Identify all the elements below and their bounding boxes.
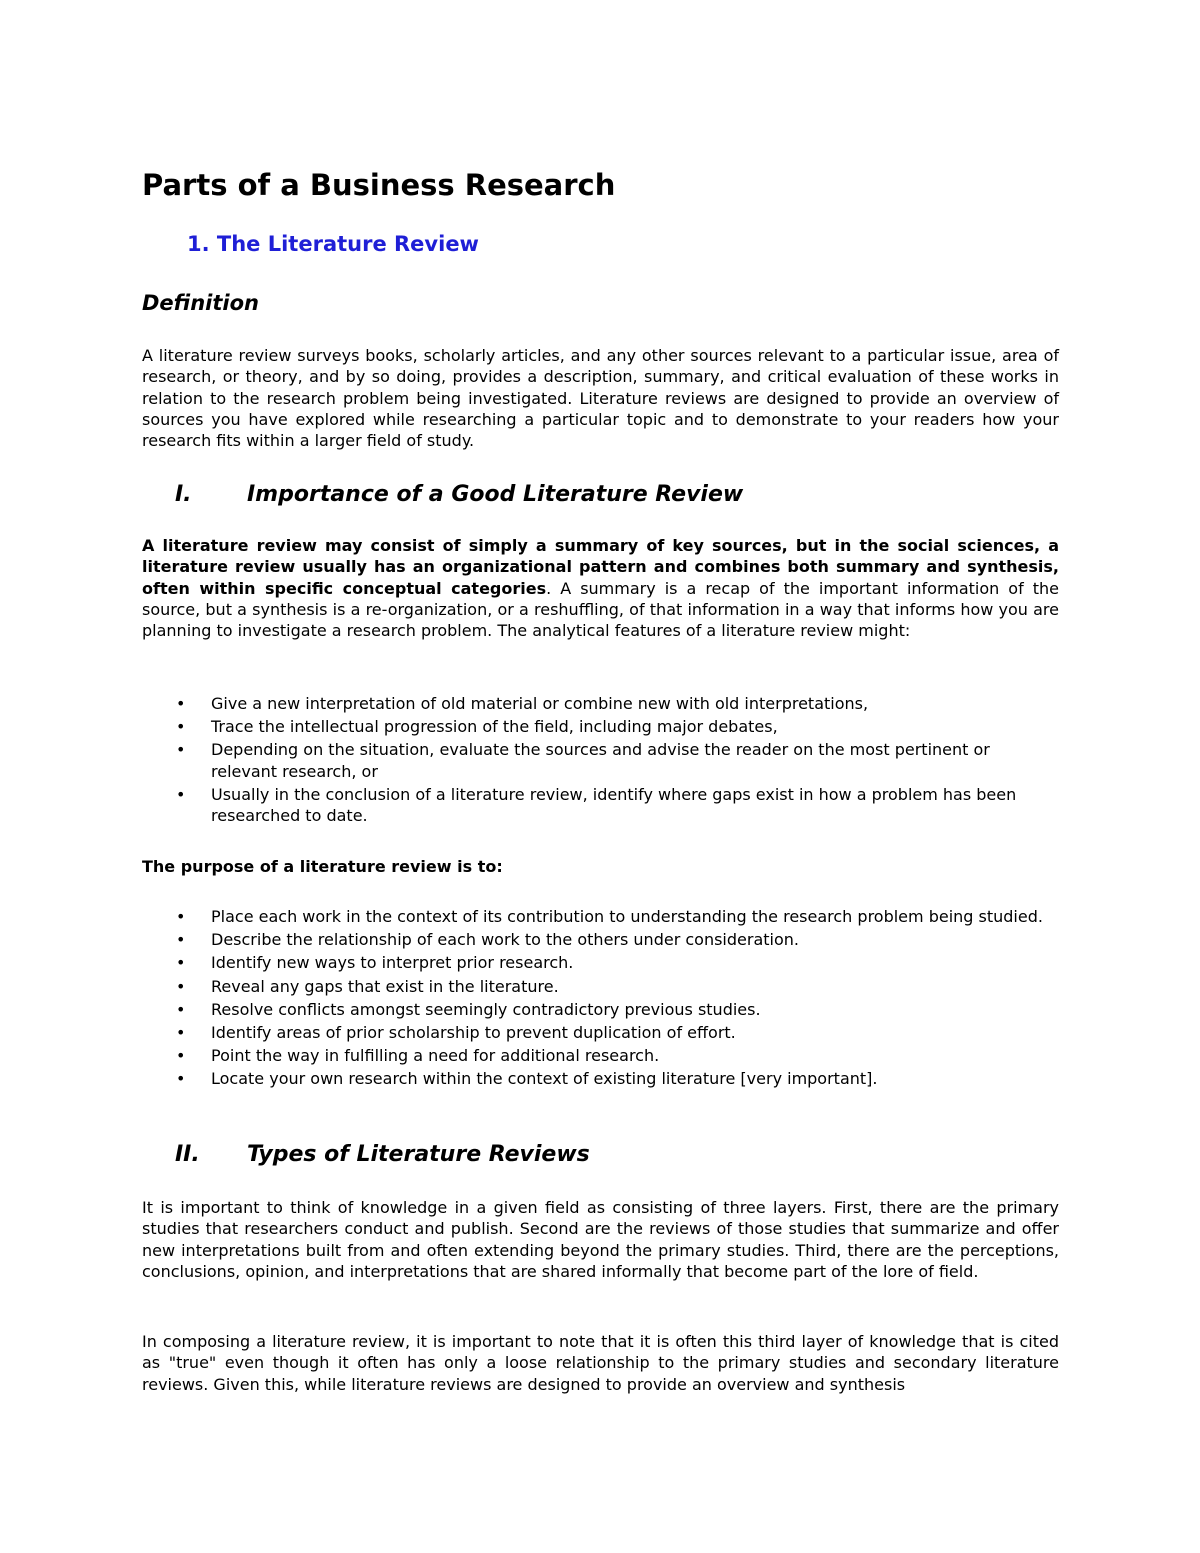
types-numeral: II. — [175, 1142, 200, 1167]
list-item: • Place each work in the context of its contribution to understanding the research problem being studied. — [176, 907, 1043, 926]
bullet-icon: • — [176, 999, 186, 1019]
features-list — [142, 693, 1059, 828]
list-item: • Reveal any gaps that exist in the literature. — [176, 976, 559, 996]
purposes-list — [142, 906, 1059, 1092]
definition-paragraph: A literature review surveys books, scholarly articles, and any other sources relevant to a particular issue, area of research, or theory, and by so doing, provides a description, summary, and critical evaluation of these works in relation to the research problem being investigated. Literature reviews are designed to provide an overview of sources you have explored while researching a particular topic and to demonstrate to your readers how your research fits within a larger field of study. — [142, 346, 1059, 451]
bullet-icon: • — [176, 784, 186, 804]
types-paragraph-2: In composing a literature review, it is important to note that it is often this third layer of knowledge that is cited as "true" even though it often has only a loose relationship to the primary studies and secondary literature reviews. Given this, while literature reviews are designed to provide an overview and synthesis — [142, 1332, 1059, 1394]
list-item: • Give a new interpretation of old material or combine new with old interpretations, — [176, 694, 869, 713]
list-item: • Trace the intellectual progression of the field, including major debates, — [176, 717, 778, 737]
importance-paragraph — [142, 535, 1059, 641]
bullet-icon: • — [176, 1022, 186, 1042]
list-item: • Point the way in fulfilling a need for additional research. — [176, 1046, 660, 1066]
importance-intro-rest: . A summary is a recap of the important information of the source, but a synthesis is a re-organization, or a reshuffling, of that information in a way that informs how you are planning to investigate a research problem. The analytical features of a literature review might: — [142, 578, 1059, 641]
bullet-icon: • — [176, 930, 186, 950]
bullet-icon: • — [176, 1069, 186, 1089]
definition-heading: Definition — [142, 291, 259, 315]
types-heading-text: Types of Literature Reviews — [247, 1142, 590, 1167]
list-item: • Identify areas of prior scholarship to prevent duplication of effort. — [176, 1022, 736, 1042]
list-item: • Depending on the situation, evaluate the sources and advise the reader on the most pertinent or relevant research, or — [176, 740, 990, 781]
list-item: • Identify new ways to interpret prior research. — [176, 953, 574, 973]
types-paragraph-1: It is important to think of knowledge in a given field as consisting of three layers. First, there are the primary studies that researchers conduct and publish. Second are the reviews of those studies that summarize and offer new interpretations built from and often extending beyond the primary studies. Third, there are the perceptions, conclusions, opinion, and interpretations that are shared informally that become part of the lore of field. — [142, 1198, 1059, 1281]
bullet-icon: • — [176, 976, 186, 996]
bullet-icon: • — [176, 907, 186, 926]
importance-heading — [175, 480, 743, 510]
section-heading: 1. The Literature Review — [187, 232, 479, 256]
list-item: • Resolve conflicts amongst seemingly contradictory previous studies. — [176, 999, 761, 1019]
bullet-icon: • — [176, 717, 186, 737]
purpose-heading: The purpose of a literature review is to: — [142, 857, 503, 876]
bullet-icon: • — [176, 1046, 186, 1066]
importance-heading-text: Importance of a Good Literature Review — [247, 482, 744, 507]
list-item: • Describe the relationship of each work to the others under consideration. — [176, 930, 799, 950]
list-item: • Usually in the conclusion of a literature review, identify where gaps exist in how a problem has been researched to date. — [176, 784, 1017, 826]
importance-numeral: I. — [175, 482, 192, 507]
bullet-icon: • — [176, 953, 186, 973]
document-title: Parts of a Business Research — [142, 168, 616, 202]
list-item: • Locate your own research within the context of existing literature [very important]. — [176, 1069, 878, 1089]
types-heading — [175, 1140, 590, 1170]
bullet-icon: • — [176, 740, 186, 760]
bullet-icon: • — [176, 694, 186, 713]
importance-intro-bold: A literature review may consist of simply a summary of key sources, but in the social sciences, a literature review usually has an organizational pattern and combines both summary and synthesis, often within specific conceptual categories — [142, 536, 1059, 598]
